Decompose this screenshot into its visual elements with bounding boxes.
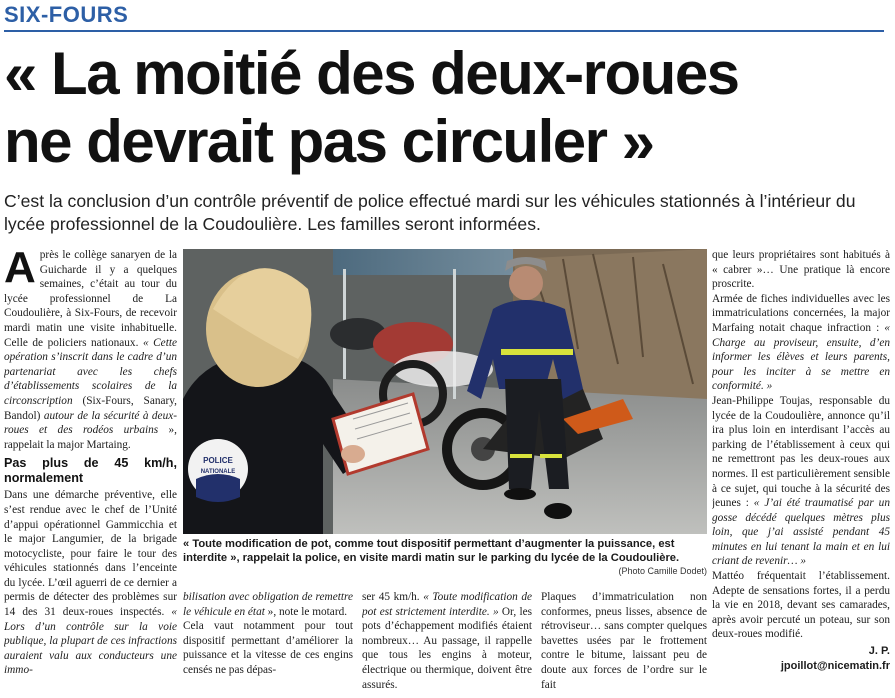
headline-line-1: « La moitié des deux-roues	[4, 40, 739, 107]
paragraph-power: Cela vaut notamment pour tout dispositif permettant d’améliorer la puissance et la vitesse de ces engins censés ne pas dépas-	[183, 620, 353, 676]
paragraph-inspection: Dans une démarche préventive, elle s’est rendue avec le chef de l’Unité d’appui opérationnel Gammicchia et le major Langumier, de la brigade motocycliste, pour faire le tour des véhicules stationnés dans l’enceinte du lycée. L’œil aguerri de ce dernier a permis de détecter des problèmes sur 14 des 31 deux-roues inspectés. « Lors d’un contrôle sur la voie publique, la plupart de ces infractions auraient valu aux conducteurs une immo-	[4, 489, 177, 677]
article-column-4	[541, 590, 707, 690]
section-label: SIX-FOURS	[4, 2, 129, 27]
section-rubric	[4, 2, 884, 32]
paragraph-matteo: Mattéo fréquentait l’établissement. Adepte de sensations fortes, il a perdu la vie en 2018, devant ses camarades, après avoir percuté un poteau, sur son deux-roues modifié.	[712, 570, 890, 641]
subheading: Pas plus de 45 km/h, normalement	[4, 456, 177, 486]
standfirst: C’est la conclusion d’un contrôle préventif de police effectué mardi sur les véhicules stationnés à l’intérieur du lycée professionnel de la Coudoulière. Les familles seront informées.	[4, 191, 856, 234]
paragraph-immobilisation: bilisation avec obligation de remettre le véhicule en état », note le motard.	[183, 591, 353, 618]
article-column-1	[4, 248, 177, 688]
article-photo	[183, 249, 707, 534]
paragraph-exhaust: ser 45 km/h. « Toute modification de pot est strictement interdite. » Or, les pots d’échappement modifiés étaient nombreux… Au passage, il rappelle que tous les engins à moteur, électrique ou thermique, doivent être assurés.	[362, 591, 532, 690]
drop-cap: A	[4, 248, 36, 292]
photo-credit: (Photo Camille Dodet)	[618, 566, 707, 576]
paragraph-headmaster: Jean-Philippe Toujas, responsable du lycée de la Coudoulière, annonce qu’il ira plus loin en interdisant l’accès au parking de l’établissement à ceux qui ne remettront pas les deux-roues aux normes. Il est particulièrement sensible à ce sujet, qui touche à la sécurité des jeunes : « J’ai été traumatisé par un gosse décédé quelques mètres plus loin, que j’ai assisté pendant 45 minutes en lui tenant la main et en lui criant de revenir… »	[712, 394, 890, 568]
author-email[interactable]: jpoillot@nicematin.fr	[780, 659, 890, 672]
paragraph-plates: Plaques d’immatriculation non conformes, pneus lisses, absence de rétroviseur… sans compter quelques bavettes usées par le frottement contre le bitume, laissant peu de doute aux forces de l’ordre sur le fait	[541, 591, 707, 690]
article-column-3	[362, 590, 532, 690]
headline	[4, 40, 890, 176]
article-column-5	[712, 248, 890, 688]
paragraph-intro: Après le collège sanaryen de la Guicharde il y a quelques semaines, c’était au tour du lycée professionnel de La Coudoulière, à Six-Fours, de recevoir mardi matin une visite inhabituelle. Celle de policiers nationaux. « Cette opération s’inscrit dans le cadre d’un partenariat avec les chefs d’établissements scolaires de la circonscription (Six-Fours, Sanary, Bandol) autour de la sécurité à deux-roues et des rodéos urbains », rappelait la major Martaing.	[4, 248, 177, 451]
photo-caption: « Toute modification de pot, comme tout dispositif permettant d’augmenter la puissance, est interdite », rappelait la police, en visite mardi matin sur le parking du lycée de la Coudoulière.	[183, 538, 680, 564]
paragraph-wheelie: que leurs propriétaires sont habitués à « cabrer »… Une pratique là encore proscrite.	[712, 249, 890, 291]
badge-line-2: NATIONALE	[200, 469, 236, 475]
badge-line-1: POLICE	[203, 456, 233, 465]
article-column-2	[183, 590, 353, 690]
paragraph-forms: Armée de fiches individuelles avec les immatriculations concernées, la major Marfaing notait chaque infraction : « Charge au proviseur, ensuite, d’en informer les élèves et leurs parents, pour les inciter à se mettre en conformité. »	[712, 292, 890, 393]
author-signature: J. P.	[868, 645, 890, 658]
headline-line-2: ne devrait pas circuler »	[4, 108, 654, 175]
